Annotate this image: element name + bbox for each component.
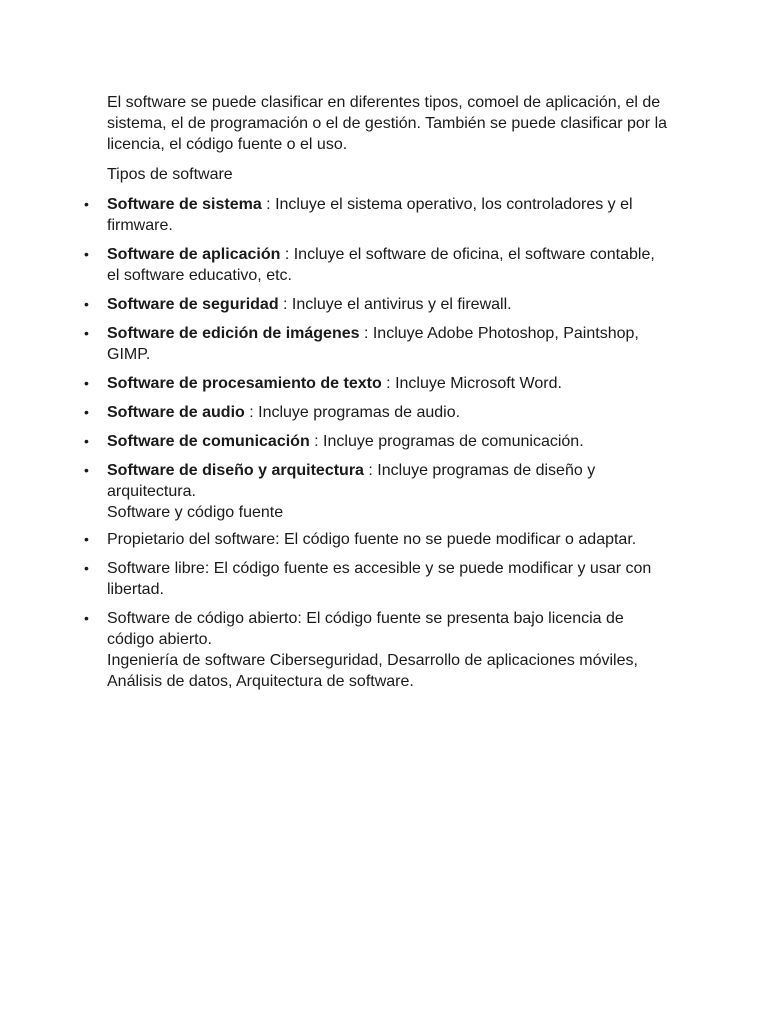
list-item	[0, 431, 667, 452]
software-types-list	[0, 194, 768, 531]
list-item	[0, 373, 667, 394]
bullet-icon: •	[84, 325, 89, 341]
bullet-icon: •	[84, 433, 89, 449]
list-item	[0, 244, 667, 286]
bullet-icon: •	[84, 610, 89, 626]
bullet-icon: •	[84, 296, 89, 312]
codigo-item-text: Software libre: El código fuente es accesible y se puede modificar y usar con libertad.	[107, 560, 652, 598]
bullet-icon: •	[84, 462, 89, 478]
list-item	[0, 323, 667, 365]
type-description: : Incluye Microsoft Word.	[381, 375, 562, 392]
codigo-item-text: Propietario del software: El código fuente no se puede modificar o adaptar.	[107, 531, 637, 548]
type-term: Software de diseño y arquitectura	[107, 462, 364, 479]
bullet-icon: •	[84, 375, 89, 391]
type-term: Software de edición de imágenes	[107, 325, 360, 342]
list-item	[0, 608, 667, 692]
codigo-item-text: Software de código abierto: El código fuente se presenta bajo licencia de código abierto.	[107, 610, 624, 648]
type-description: : Incluye el sistema operativo, los controladores y el firmware.	[107, 196, 633, 234]
type-term: Software de comunicación	[107, 433, 310, 450]
bullet-icon: •	[84, 196, 89, 212]
tipos-heading: Tipos de software	[107, 166, 233, 183]
codigo-heading: Software y código fuente	[107, 504, 284, 521]
type-description: : Incluye programas de audio.	[244, 404, 461, 421]
list-item	[0, 294, 667, 315]
type-term: Software de aplicación	[107, 246, 281, 263]
type-description: : Incluye el software de oficina, el software contable, el software educativo, etc.	[107, 246, 655, 284]
type-description: : Incluye programas de diseño y arquitectura.	[107, 462, 596, 500]
type-term: Software de sistema	[107, 196, 262, 213]
intro-paragraph: El software se puede clasificar en diferentes tipos, comoel de aplicación, el de sistema, el de programación o el de gestión. También se puede clasificar por la licencia, el código fuente o el uso.	[107, 94, 668, 153]
bullet-icon: •	[84, 531, 89, 547]
bullet-icon: •	[84, 560, 89, 576]
list-item	[0, 402, 667, 423]
type-term: Software de procesamiento de texto	[107, 375, 382, 392]
type-description: : Incluye Adobe Photoshop, Paintshop, GIMP.	[107, 325, 639, 363]
type-term: Software de audio	[107, 404, 245, 421]
codigo-fuente-list	[0, 529, 768, 700]
type-term: Software de seguridad	[107, 296, 279, 313]
list-item	[0, 194, 667, 236]
list-item	[0, 460, 667, 523]
type-description: : Incluye el antivirus y el firewall.	[278, 296, 512, 313]
bullet-icon: •	[84, 404, 89, 420]
list-item	[0, 558, 667, 600]
type-description: : Incluye programas de comunicación.	[309, 433, 584, 450]
list-item	[0, 529, 667, 550]
bullet-icon: •	[84, 246, 89, 262]
ingenieria-paragraph: Ingeniería de software Ciberseguridad, Desarrollo de aplicaciones móviles, Análisis de datos, Arquitectura de software.	[107, 652, 638, 690]
